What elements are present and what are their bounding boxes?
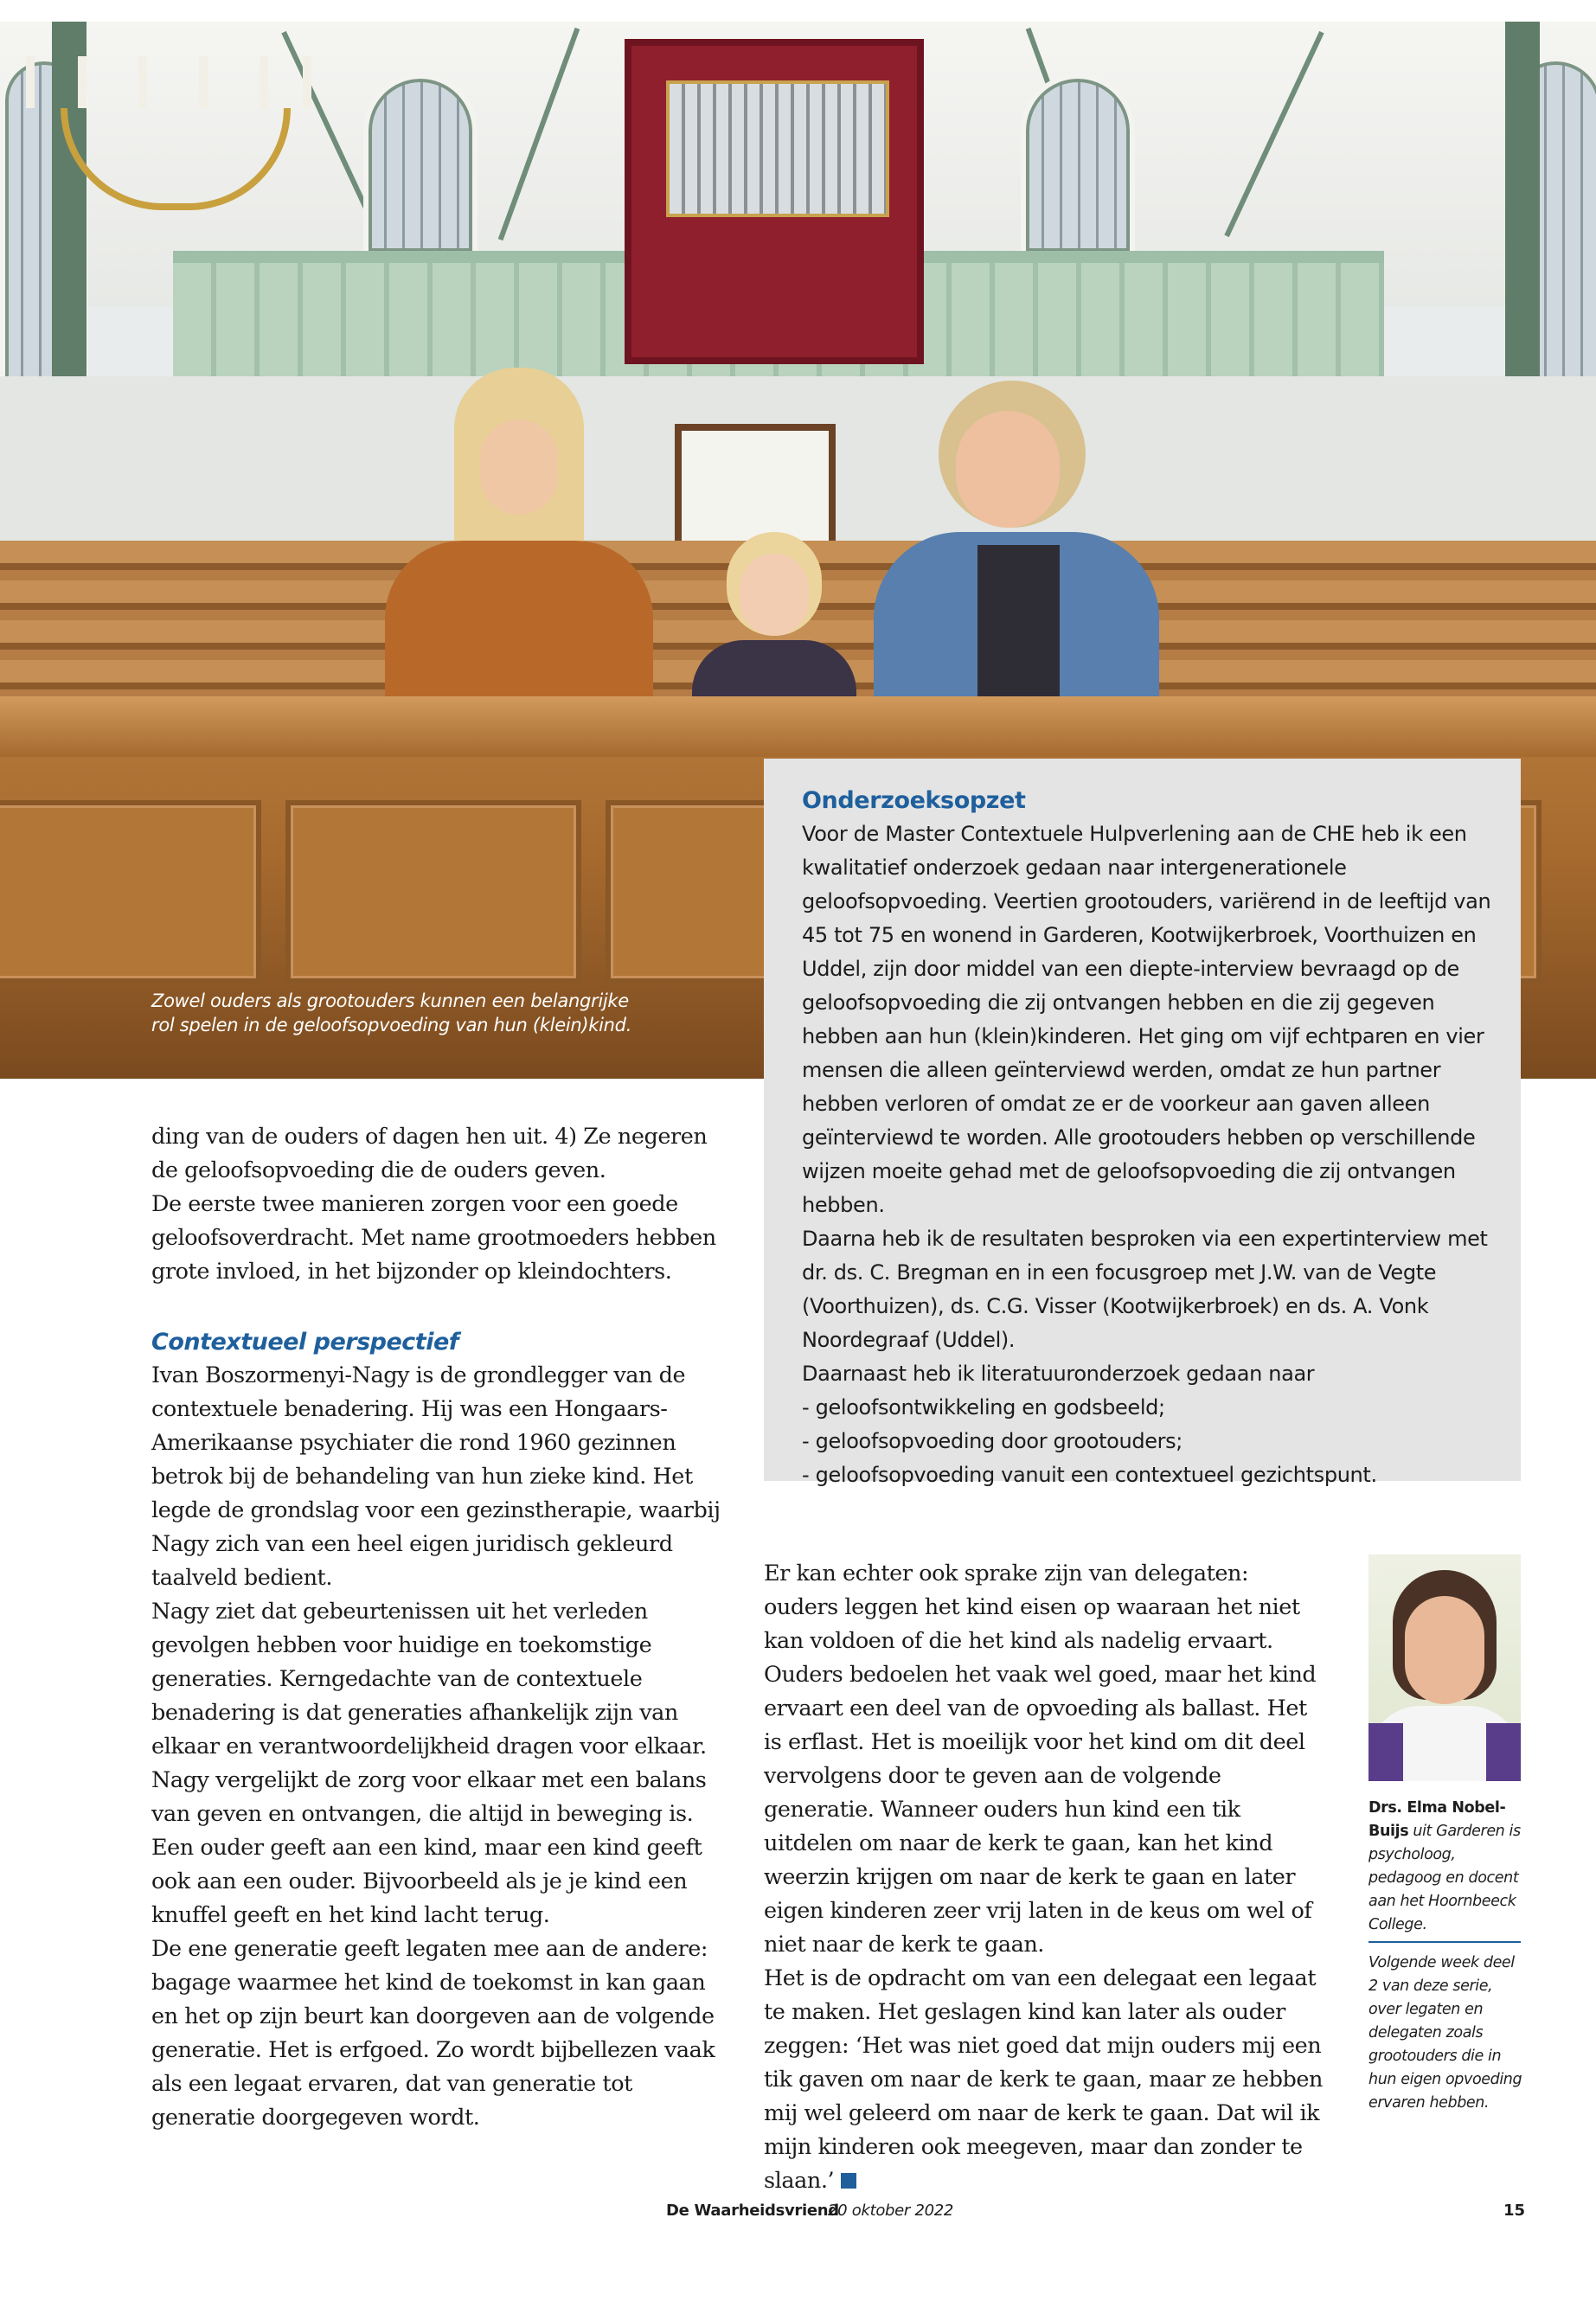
- sidebar-divider: [1368, 1941, 1521, 1943]
- author-description: uit Garderen is psycholoog, pedagoog en docent aan het Hoornbeeck College.: [1368, 1823, 1521, 1933]
- box-paragraph: Voor de Master Contextuele Hulpverlening aan de CHE heb ik een kwalitatief onderzoek gedaan naar intergenerationele geloofsopvoeding. Veertien grootouders, variërend in de leeftijd van 45 tot 75 en wonend in Garderen, Kootwijkerbroek, Voorthuizen en Uddel, zijn door middel van een diepte-interview bevraagd op de geloofsopvoeding die zij ontvangen hebben en die zij gegeven hebben aan hun (klein)kinderen. Het ging om vijf echtparen en vier mensen die alleen geïnterviewd werden, omdat ze hun partner hebben verloren of omdat ze er de voorkeur aan gaven alleen geïnterviewd te worden. Alle grootouders hebben op verschillende wijzen moeite gehad met de geloofsopvoeding die zij ontvangen hebben.: [802, 822, 1491, 1217]
- box-list-item: - geloofsopvoeding vanuit een contextueel gezichtspunt.: [802, 1463, 1377, 1487]
- article-paragraph: Er kan echter ook sprake zijn van delegaten: ouders leggen het kind eisen op waaraan het niet kan voldoen of die het kind als nadelig ervaart. Ouders bedoelen het vaak wel goed, maar het kind ervaart een deel van de opvoeding als ballast. Het is erflast. Het is moeilijk voor het kind om dit deel vervolgens door te geven aan de volgende generatie. Wanneer ouders hun kind een tik uitdelen om naar de kerk te gaan, kan het kind weerzin krijgen om naar de kerk te gaan en later eigen kinderen zeer vrij laten in de keus om wel of niet naar de kerk te gaan.: [764, 1561, 1317, 1958]
- end-mark-icon: [841, 2173, 856, 2189]
- next-week-note: Volgende week deel 2 van deze serie, over legaten en delegaten zoals grootouders die in hun eigen opvoeding ervaren hebben.: [1368, 1954, 1522, 2112]
- article-paragraph: ding van de ouders of dagen hen uit. 4) Ze negeren de geloofsopvoeding die de ouders geven.: [151, 1124, 708, 1183]
- article-paragraph: [764, 1962, 1326, 2198]
- author-bio: [1368, 1797, 1522, 1937]
- church-window: [1021, 74, 1135, 257]
- box-list-item: - geloofsontwikkeling en godsbeeld;: [802, 1395, 1165, 1420]
- author-portrait: [1368, 1554, 1521, 1781]
- article-paragraph: De ene generatie geeft legaten mee aan de andere: bagage waarmee het kind de toekomst in kan gaan en het op zijn beurt kan doorgeven aan de volgende generatie. Het is erfgoed. Zo wordt bijbellezen vaak als een legaat ervaren, dat van generatie tot generatie doorgegeven wordt.: [151, 1936, 715, 2131]
- article-column-left: [151, 1120, 731, 2135]
- photo-caption: Zowel ouders als grootouders kunnen een belangrijke rol spelen in de geloofsopvoeding van hun (klein)kind.: [151, 990, 632, 1035]
- church-window: [363, 74, 478, 257]
- author-name: Drs. Elma Nobel-Buijs: [1368, 1799, 1506, 1840]
- closing-paragraph-text: Het is de opdracht om van een delegaat een legaat te maken. Het geslagen kind kan later als ouder zeggen: ‘Het was niet goed dat mijn ouders mij een tik gaven om naar de kerk te gaan, maar ze hebben mij wel geleerd om naar de kerk te gaan. Dat wil ik mijn kinderen ook meegeven, maar dan zonder te slaan.’: [764, 1965, 1324, 2194]
- section-heading: Contextueel perspectief: [151, 1329, 459, 1356]
- article-paragraph: Nagy ziet dat gebeurtenissen uit het verleden gevolgen hebben voor huidige en toekomstige generaties. Kerngedachte van de contextuele benadering is dat generaties afhankelijk zijn van elkaar en verantwoordelijkheid dragen voor elkaar. Nagy vergelijkt de zorg voor elkaar met een balans van geven en ontvangen, die altijd in beweging is. Een ouder geeft aan een kind, maar een kind geeft ook aan een ouder. Bijvoorbeeld als je je kind een knuffel geeft en het kind lacht terug.: [151, 1599, 707, 1928]
- article-paragraph: De eerste twee manieren zorgen voor een goede geloofsoverdracht. Met name grootmoeders hebben grote invloed, in het bijzonder op kleindochters.: [151, 1191, 716, 1285]
- research-setup-box: [764, 759, 1521, 1487]
- chandelier: [26, 56, 311, 247]
- box-list-item: - geloofsopvoeding door grootouders;: [802, 1429, 1183, 1453]
- issue-date: 20 oktober 2022: [828, 2202, 954, 2220]
- grandmother: [874, 381, 1159, 731]
- article-column-right: [764, 1557, 1326, 2198]
- young-woman: [385, 368, 653, 731]
- church-organ: [625, 39, 924, 364]
- article-paragraph: Ivan Boszormenyi-Nagy is de grondlegger van de contextuele benadering. Hij was een Hongaars-Amerikaanse psychiater die rond 1960 gezinnen betrok bij de behandeling van hun zieke kind. Het legde de grondslag voor een gezinstherapie, waarbij Nagy zich van een heel eigen juridisch gekleurd taalveld bedient.: [151, 1362, 721, 1591]
- magazine-name: De Waarheidsvriend: [666, 2202, 839, 2220]
- page-number: 15: [1503, 2202, 1526, 2220]
- box-paragraph: Daarna heb ik de resultaten besproken via een expertinterview met dr. ds. C. Bregman en in een focusgroep met J.W. van de Vegte (Voorthuizen), ds. C.G. Visser (Kootwijkerbroek) en ds. A. Vonk Noordegraaf (Uddel).: [802, 1227, 1488, 1352]
- box-title: Onderzoeksopzet: [802, 787, 1026, 814]
- box-paragraph: Daarnaast heb ik literatuuronderzoek gedaan naar: [802, 1362, 1315, 1386]
